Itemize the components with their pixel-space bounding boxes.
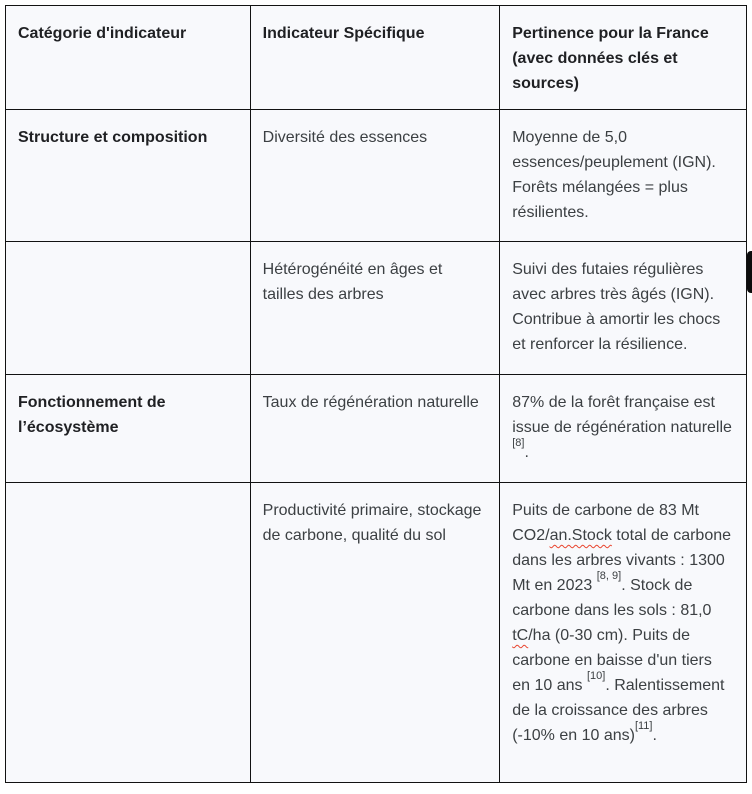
misspelled-text: tC [512,627,529,644]
relevance-cell: Moyenne de 5,0 essences/peuplement (IGN). Forêts mélangées = plus résilientes. [500,110,747,242]
scrollbar-thumb[interactable] [747,251,752,293]
citation-ref: [11] [634,719,653,732]
table-row [6,483,747,783]
table-row [6,110,747,242]
category-cell: Structure et composition [6,110,251,242]
table-row [6,242,747,375]
indicator-cell: Productivité primaire, stockage de carbone, qualité du sol [250,483,500,783]
relevance-cell: Puits de carbone de 83 Mt CO2/an.Stock total de carbone dans les arbres vivants : 1300 Mt en 2023 [8, 9]. Stock de carbone dans les sols : 81,0 tC/ha (0-30 cm). Puits de carbone en baisse d'un tiers en 10 ans [10]. Ralentissement de la croissance des arbres (-10% en 10 ans)[11]. [500,483,747,783]
indicator-cell: Diversité des essences [250,110,500,242]
category-cell: Fonctionnement de l’écosystème [6,375,251,483]
citation-ref: [10] [586,669,606,682]
citation-ref: [8] [512,436,525,449]
category-cell [6,483,251,783]
document-page [0,5,752,794]
citation-ref: [8, 9] [596,569,622,582]
misspelled-text: an.Stock [549,527,612,544]
indicators-table [5,5,747,783]
column-header-indicateur: Indicateur Spécifique [250,6,500,110]
indicator-cell: Hétérogénéité en âges et tailles des arbres [250,242,500,375]
relevance-cell: Suivi des futaies régulières avec arbres très âgés (IGN). Contribue à amortir les chocs et renforcer la résilience. [500,242,747,375]
column-header-categorie: Catégorie d'indicateur [6,6,251,110]
column-header-pertinence: Pertinence pour la France (avec données clés et sources) [500,6,747,110]
header-row [6,6,747,110]
relevance-cell: 87% de la forêt française est issue de régénération naturelle [8]. [500,375,747,483]
indicator-cell: Taux de régénération naturelle [250,375,500,483]
table-row [6,375,747,483]
category-cell [6,242,251,375]
